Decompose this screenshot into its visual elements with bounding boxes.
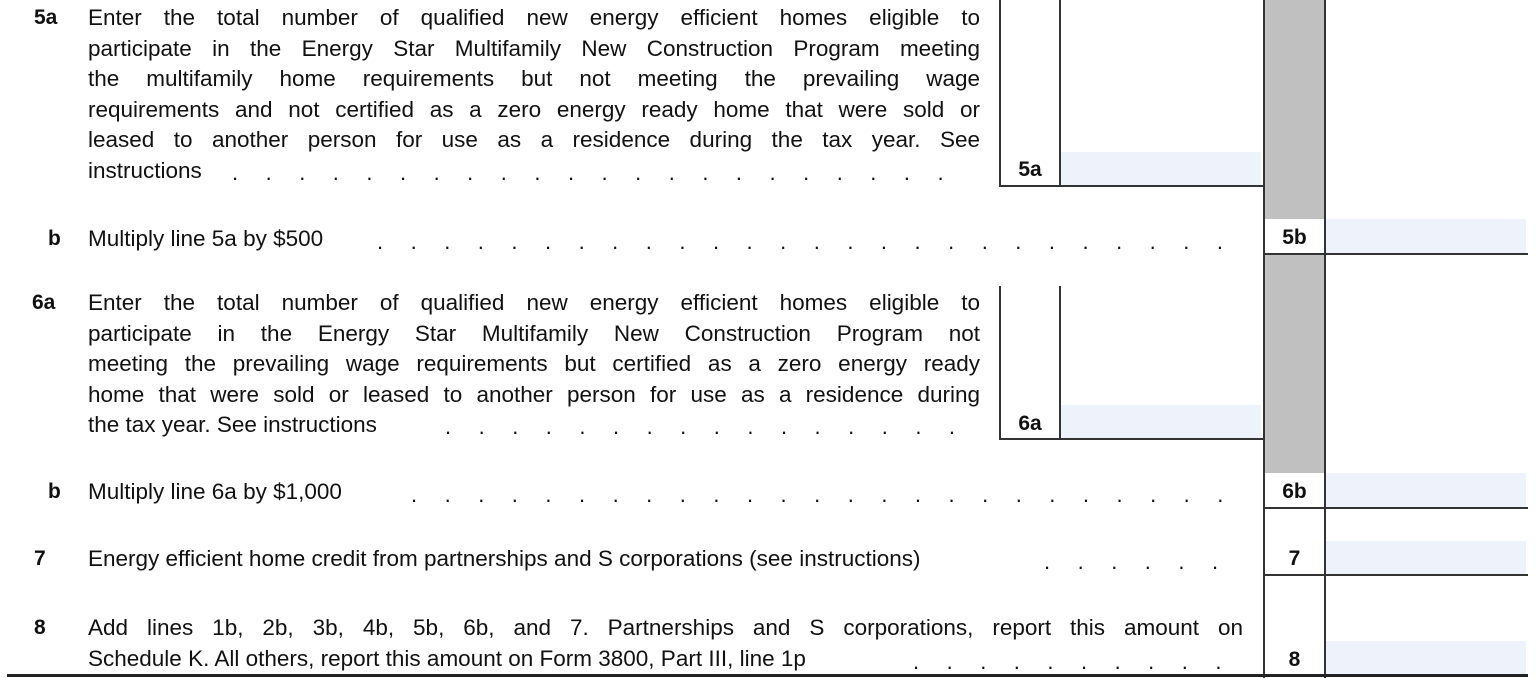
line-7-amount-input[interactable] (1326, 541, 1526, 574)
line-5a-text-4: requirements and not certified as a zero energy ready home that were sold or (88, 96, 980, 122)
label-column-left-border (1263, 0, 1265, 678)
line-6a-box-label: 6a (1018, 412, 1042, 435)
line-5b-description: Multiply line 5a by $500 (88, 226, 324, 251)
line-8-text-2: Schedule K. All others, report this amount on Form 3800, Part III, line 1p (88, 645, 806, 671)
line-6a-text-4: home that were sold or leased to another person for use as a residence during (88, 381, 980, 407)
line-5b-amount-input[interactable] (1326, 219, 1526, 253)
line-5a-dot-leader: . . . . . . . . . . . . . . . . . . . . . . (232, 160, 944, 185)
line-8-number: 8 (34, 616, 46, 639)
line-5b-dot-leader: . . . . . . . . . . . . . . . . . . . . . . . . . . (377, 229, 1223, 254)
line-5a-box-label: 5a (1018, 158, 1042, 181)
line-5a-text-6: instructions (88, 157, 202, 183)
shaded-column-middle (1265, 255, 1324, 473)
line-7-box-label: 7 (1288, 547, 1301, 570)
line-5a-text-2: participate in the Energy Star Multifamily New Construction Program meeting (88, 35, 980, 61)
amount-column-left-border (1324, 0, 1326, 678)
line-6b-description: Multiply line 6a by $1,000 (88, 479, 342, 504)
line-6a-text-1: Enter the total number of qualified new energy efficient homes eligible to (88, 290, 980, 315)
shaded-column-top (1265, 0, 1324, 219)
line-6a-text-5: the tax year. See instructions (88, 412, 377, 437)
line-6a-input[interactable] (1061, 405, 1261, 438)
line-5a-text-1: Enter the total number of qualified new energy efficient homes eligible to (88, 5, 980, 30)
line-6a-text-3: meeting the prevailing wage requirements but certified as a zero energy ready (88, 351, 980, 376)
line-6a-text-2: participate in the Energy Star Multifamily New Construction Program not (88, 320, 980, 346)
line-7-description: Energy efficient home credit from partnerships and S corporations (see instructions) (88, 546, 921, 571)
line-7-bottom-border (1264, 574, 1528, 576)
line-6b-amount-input[interactable] (1326, 473, 1526, 507)
line-6b-box-label: 6b (1282, 480, 1307, 503)
line-6b-bottom-border (1264, 507, 1528, 509)
line-6a-dot-leader: . . . . . . . . . . . . . . . . (445, 414, 956, 439)
line-5a-box-bottom-border (999, 185, 1264, 187)
line-8-text-1: Add lines 1b, 2b, 3b, 4b, 5b, 6b, and 7. Partnerships and S corporations, report this amount on (88, 615, 1243, 640)
form-bottom-rule (7, 674, 1528, 677)
line-7-number: 7 (34, 547, 46, 570)
line-8-amount-input[interactable] (1326, 641, 1526, 674)
line-5b-number: b (48, 227, 61, 250)
line-5a-text-5: leased to another person for use as a residence during the tax year. See (88, 127, 980, 152)
line-5a-text-3: the multifamily home requirements but not meeting the prevailing wage (88, 66, 980, 91)
line-6a-number: 6a (32, 291, 56, 314)
line-8-dot-leader: . . . . . . . . . . (913, 649, 1222, 674)
line-7-dot-leader: . . . . . . (1044, 549, 1219, 574)
line-5b-box-label: 5b (1282, 226, 1307, 249)
line-8-box-label: 8 (1288, 648, 1301, 671)
line-6b-dot-leader: . . . . . . . . . . . . . . . . . . . . . . . . . (411, 482, 1224, 507)
line-5a-input[interactable] (1061, 152, 1261, 185)
line-5a-number: 5a (34, 6, 58, 29)
line-6b-number: b (48, 480, 61, 503)
